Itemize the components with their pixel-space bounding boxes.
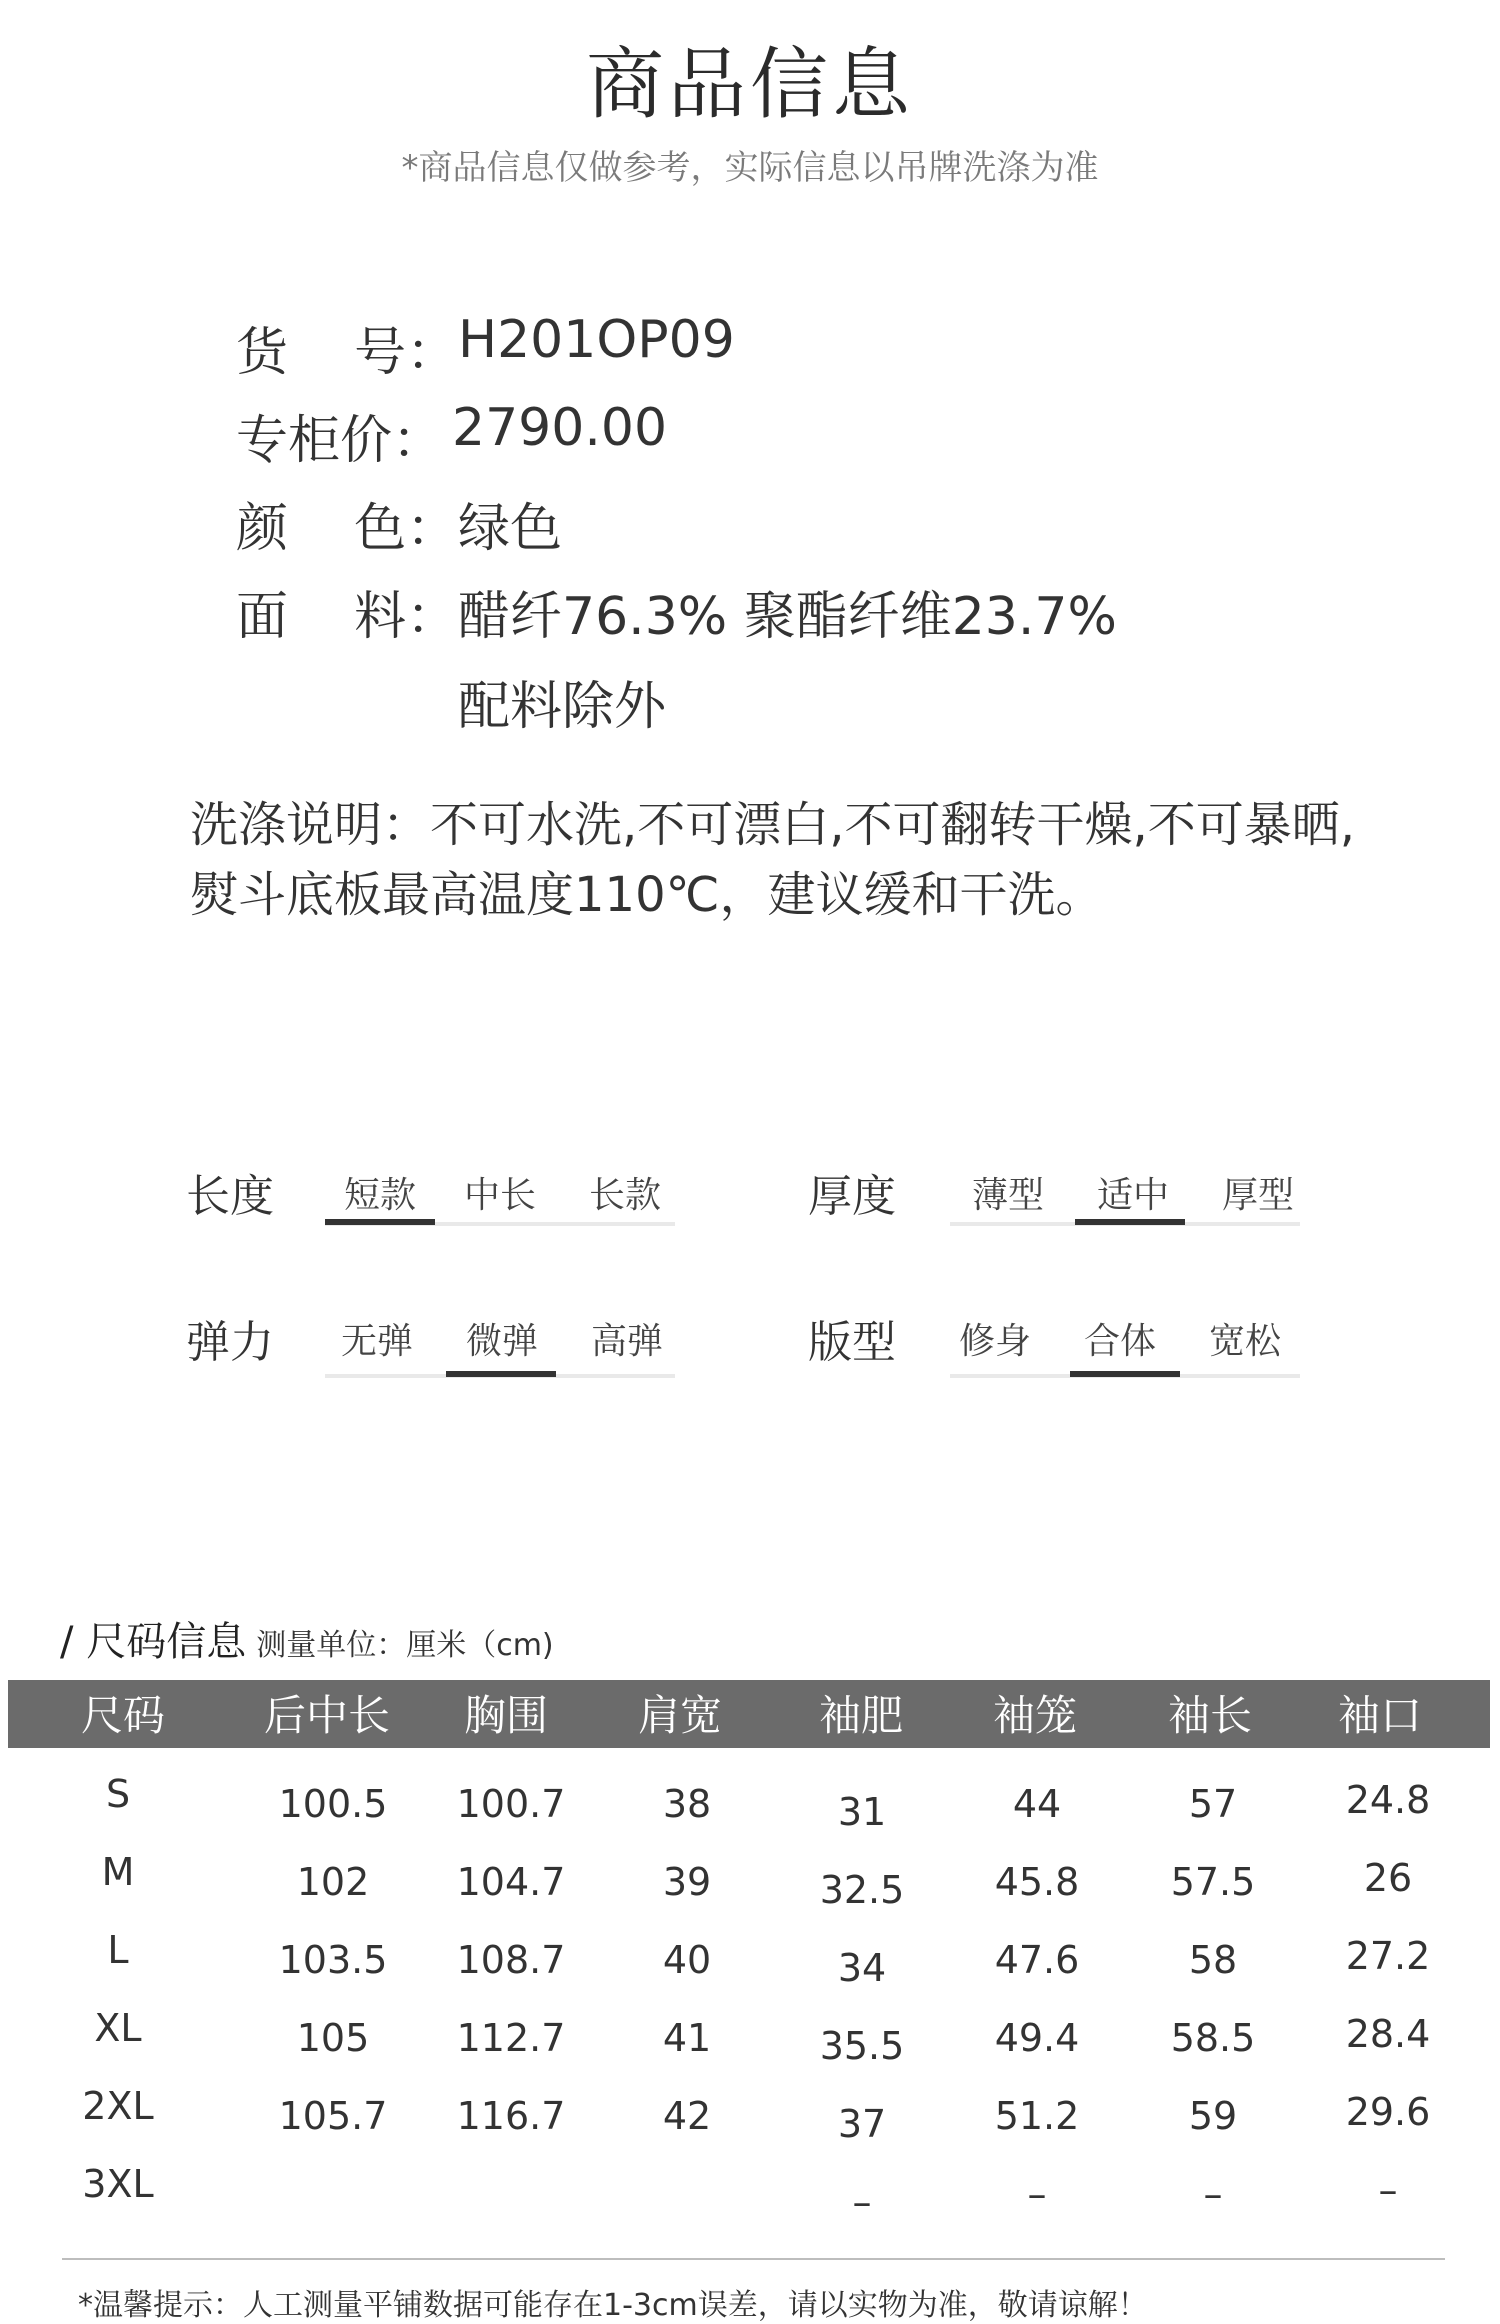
size-table-cell: 47.6 — [994, 1938, 1080, 1982]
wash-line-1: 洗涤说明：不可水洗,不可漂白,不可翻转干燥,不可暴晒, — [190, 797, 1356, 853]
length-option-short[interactable]: 短款 — [343, 1175, 416, 1216]
elasticity-option-slight[interactable]: 微弹 — [465, 1321, 538, 1362]
size-table-cell: 41 — [662, 2016, 712, 2060]
column-header-chest: 胸围 — [463, 1691, 548, 1740]
size-row-label: S — [105, 1772, 131, 1816]
size-row-label: M — [101, 1850, 135, 1894]
size-table-cell: 24.8 — [1345, 1778, 1431, 1822]
size-table-cell: 51.2 — [994, 2094, 1080, 2138]
length-option-long[interactable]: 长款 — [588, 1175, 661, 1216]
size-info-heading — [60, 1610, 554, 1667]
fit-selected-indicator — [1070, 1371, 1180, 1377]
size-table-cell: 104.7 — [456, 1860, 566, 1904]
size-table-cell: 45.8 — [994, 1860, 1080, 1904]
fit-option-slim[interactable]: 修身 — [958, 1321, 1031, 1362]
size-table-cell: 108.7 — [456, 1938, 566, 1982]
sku-label: 货 号： — [236, 323, 459, 383]
fit-label: 版型 — [808, 1317, 896, 1368]
size-row-label: L — [107, 1928, 129, 1972]
size-table-cell: 39 — [662, 1860, 712, 1904]
thickness-option-thin[interactable]: 薄型 — [971, 1175, 1044, 1216]
material-note: 配料除外 — [458, 677, 667, 737]
size-table-cell: 26 — [1363, 1856, 1413, 1900]
material-value: 醋纤76.3% 聚酯纤维23.7% — [458, 587, 1117, 647]
thickness-option-thick[interactable]: 厚型 — [1221, 1175, 1294, 1216]
elasticity-label: 弹力 — [186, 1317, 274, 1368]
length-option-mid[interactable]: 中长 — [463, 1175, 536, 1216]
column-header-shoulder: 肩宽 — [637, 1691, 722, 1740]
thickness-selected-indicator — [1075, 1219, 1185, 1225]
size-row-label: XL — [94, 2006, 142, 2050]
size-table-cell: 49.4 — [994, 2016, 1080, 2060]
size-table-cell: 37 — [837, 2102, 887, 2146]
size-table-cell: – — [1378, 2168, 1398, 2212]
page-subtitle: *商品信息仅做参考，实际信息以吊牌洗涤为准 — [401, 148, 1099, 188]
size-table-cell: 34 — [837, 1946, 887, 1990]
size-row-label: 3XL — [82, 2162, 154, 2206]
size-table-cell: 112.7 — [456, 2016, 566, 2060]
size-table-cell: – — [852, 2180, 872, 2224]
size-table-cell: 57 — [1188, 1782, 1238, 1826]
size-table-cell: – — [1203, 2172, 1223, 2216]
size-table-cell: 58 — [1188, 1938, 1238, 1982]
size-table-cell: 116.7 — [456, 2094, 566, 2138]
elasticity-selected-indicator — [446, 1371, 556, 1377]
column-header-sleeve-length: 袖长 — [1167, 1691, 1252, 1740]
size-table-cell: 105.7 — [278, 2094, 388, 2138]
size-info-title: / 尺码信息 — [60, 1619, 247, 1665]
price-label: 专柜价： — [236, 411, 445, 471]
size-table-cell: 102 — [296, 1860, 370, 1904]
fit-option-loose[interactable]: 宽松 — [1208, 1321, 1281, 1362]
color-label: 颜 色： — [236, 499, 459, 559]
page-title: 商品信息 — [585, 40, 914, 130]
size-table-cell: 42 — [662, 2094, 712, 2138]
size-table-cell: 100.7 — [456, 1782, 566, 1826]
size-table-cell: 100.5 — [278, 1782, 388, 1826]
column-header-armhole: 袖笼 — [992, 1691, 1077, 1740]
size-table-cell: – — [1027, 2172, 1047, 2216]
thickness-option-medium[interactable]: 适中 — [1096, 1175, 1169, 1216]
size-table-cell: 35.5 — [819, 2024, 905, 2068]
size-table-cell: 105 — [296, 2016, 370, 2060]
column-header-size: 尺码 — [80, 1691, 165, 1740]
size-table-cell: 27.2 — [1345, 1934, 1431, 1978]
size-table-cell: 40 — [662, 1938, 712, 1982]
sku-value: H201OP09 — [458, 310, 735, 370]
length-label: 长度 — [186, 1171, 274, 1222]
color-value: 绿色 — [458, 499, 563, 559]
column-header-sleeve-width: 袖肥 — [818, 1691, 903, 1740]
fit-option-regular[interactable]: 合体 — [1083, 1321, 1156, 1362]
size-table-cell: 58.5 — [1170, 2016, 1256, 2060]
size-table-cell: 103.5 — [278, 1938, 388, 1982]
size-table-cell: 57.5 — [1170, 1860, 1256, 1904]
size-table-cell: 32.5 — [819, 1868, 905, 1912]
size-table-cell: 38 — [662, 1782, 712, 1826]
elasticity-option-none[interactable]: 无弹 — [340, 1321, 413, 1362]
size-row-label: 2XL — [82, 2084, 154, 2128]
size-info-unit: 测量单位：厘米（cm) — [256, 1628, 554, 1663]
price-value: 2790.00 — [452, 398, 668, 458]
size-table-cell: 29.6 — [1345, 2090, 1431, 2134]
size-table-cell: 44 — [1012, 1782, 1062, 1826]
size-table-cell: 28.4 — [1345, 2012, 1431, 2056]
thickness-label: 厚度 — [808, 1171, 896, 1222]
column-header-back-length: 后中长 — [263, 1691, 390, 1740]
elasticity-option-high[interactable]: 高弹 — [590, 1321, 663, 1362]
material-label: 面 料： — [236, 587, 459, 647]
divider — [62, 2258, 1445, 2260]
size-table-cell: 31 — [837, 1790, 887, 1834]
column-header-cuff: 袖口 — [1337, 1691, 1422, 1740]
wash-line-2: 熨斗底板最高温度110℃，建议缓和干洗。 — [190, 867, 1104, 923]
footer-note: *温馨提示：人工测量平铺数据可能存在1-3cm误差，请以实物为准，敬请谅解！ — [78, 2288, 1148, 2323]
length-selected-indicator — [325, 1219, 435, 1225]
size-table-cell: 59 — [1188, 2094, 1238, 2138]
